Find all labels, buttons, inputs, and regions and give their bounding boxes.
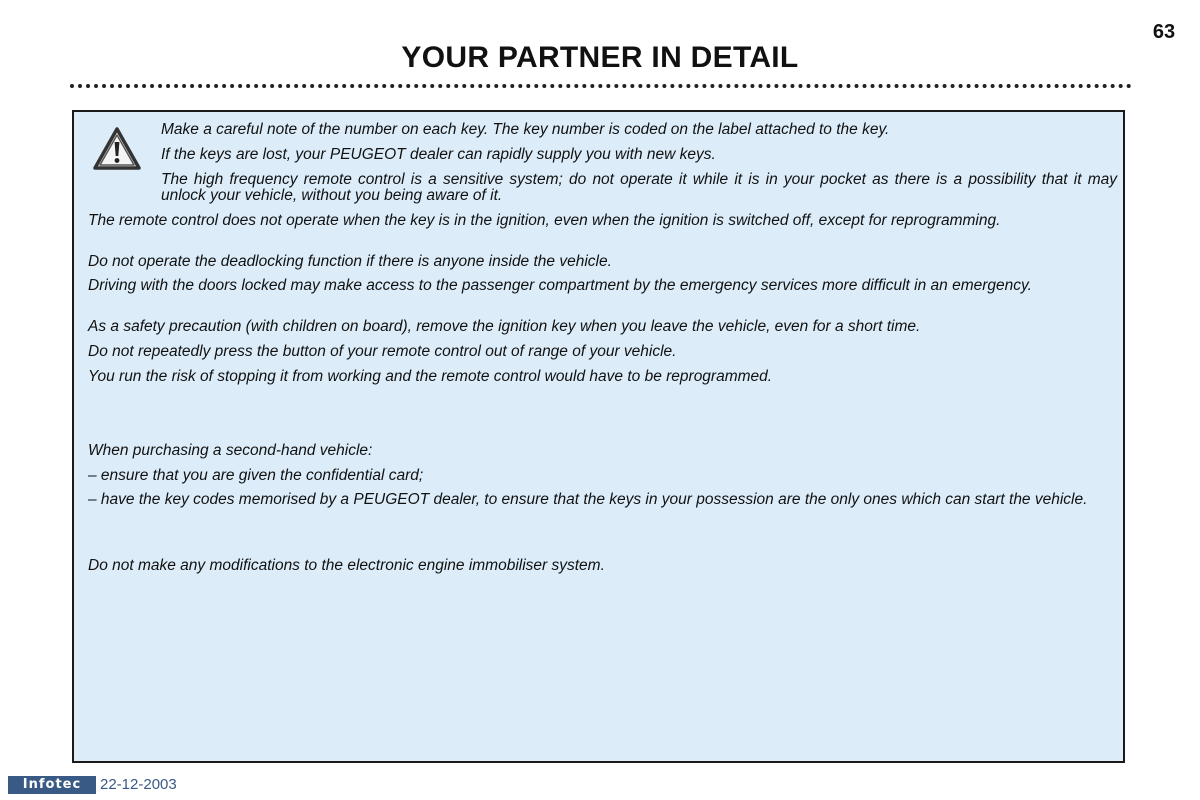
footer-date: 22-12-2003 [100, 776, 177, 793]
dotted-divider [70, 84, 1132, 88]
key-number-note: Make a careful note of the number on each key. The key number is coded on the label attached to the key. [161, 121, 890, 138]
infotec-logo: Infotec [8, 776, 96, 794]
page-number: 63 [1152, 21, 1176, 43]
remote-sensitivity-note: The high frequency remote control is a sensitive system; do not operate it while it is in your pocket as there is a possibility that it may unlock your vehicle, without you being aware of it. [161, 171, 1117, 204]
safety-precaution-note: As a safety precaution (with children on board), remove the ignition key when you leave the vehicle, even for a short time. [88, 318, 921, 335]
doors-locked-note: Driving with the doors locked may make access to the passenger compartment by the emergency services more difficult in an emergency. [88, 277, 1032, 294]
second-hand-intro: When purchasing a second-hand vehicle: [88, 442, 373, 459]
second-hand-item: – ensure that you are given the confidential card; [88, 467, 424, 484]
immobiliser-note: Do not make any modifications to the electronic engine immobiliser system. [88, 557, 605, 574]
warning-triangle-icon [92, 126, 142, 172]
deadlocking-note: Do not operate the deadlocking function if there is anyone inside the vehicle. [88, 253, 612, 270]
page-title: YOUR PARTNER IN DETAIL [401, 41, 799, 74]
lost-keys-note: If the keys are lost, your PEUGEOT dealer can rapidly supply you with new keys. [161, 146, 716, 163]
out-of-range-note: Do not repeatedly press the button of your remote control out of range of your vehicle. [88, 343, 677, 360]
reprogramming-risk-note: You run the risk of stopping it from working and the remote control would have to be reprogrammed. [88, 368, 773, 385]
second-hand-item: – have the key codes memorised by a PEUGEOT dealer, to ensure that the keys in your possession are the only ones which can start the vehicle. [88, 491, 1088, 508]
remote-ignition-note: The remote control does not operate when the key is in the ignition, even when the ignition is switched off, except for reprogramming. [88, 212, 1001, 229]
info-box [72, 110, 1125, 763]
